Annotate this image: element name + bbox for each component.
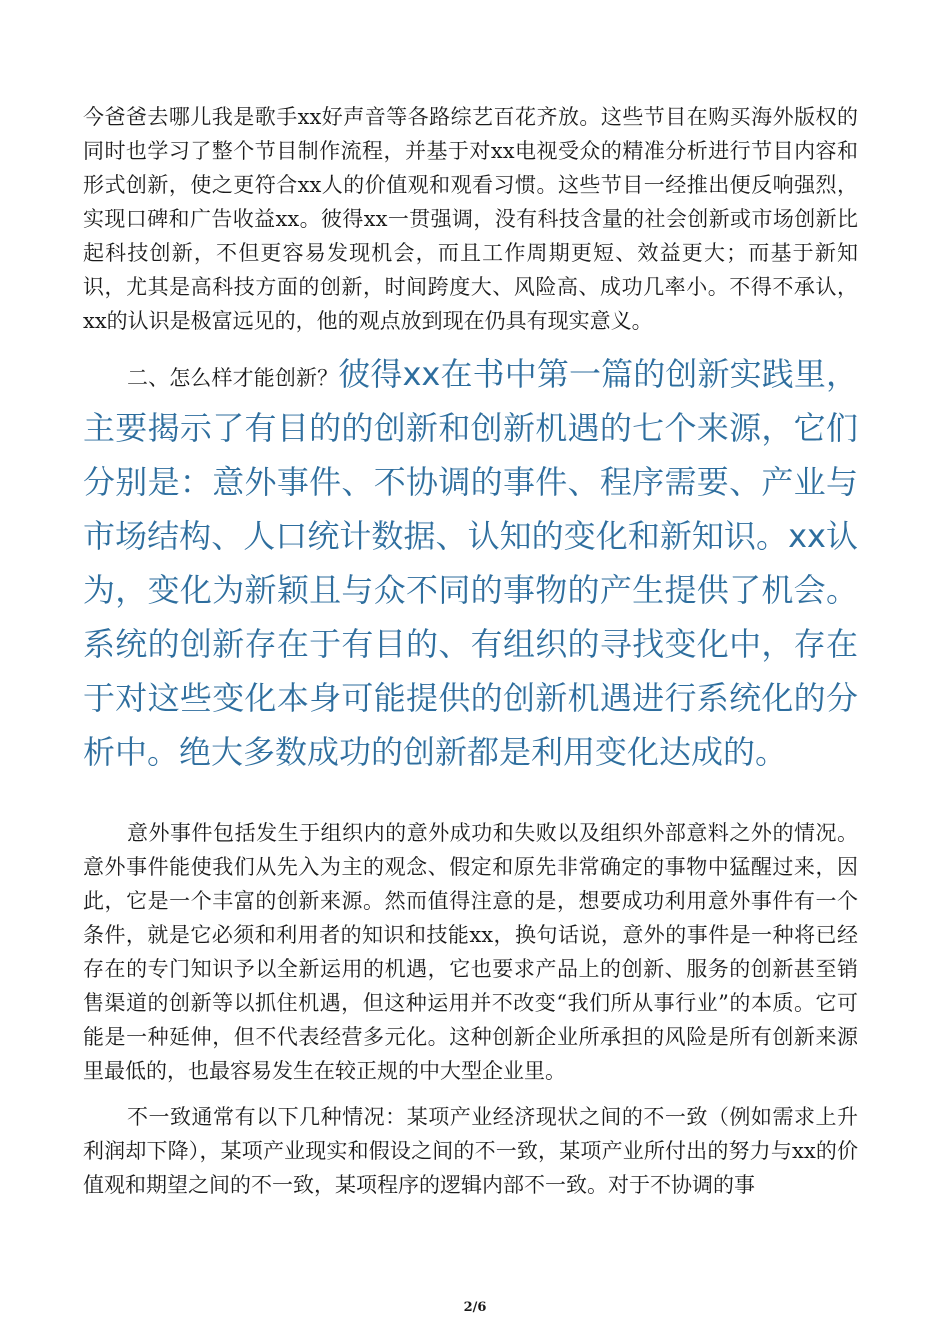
- paragraph-3: 意外事件包括发生于组织内的意外成功和失败以及组织外部意料之外的情况。意外事件能使我们从先入为主的观念、假定和原先非常确定的事物中猛醒过来，因此，它是一个丰富的创新来源。然而值得注意的是，想要成功利用意外事件有一个条件，就是它必须和利用者的知识和技能xx，换句话说，意外的事件是一种将已经存在的专门知识予以全新运用的机遇，它也要求产品上的创新、服务的创新甚至销售渠道的创新等以抓住机遇，但这种运用并不改变“我们所从事行业”的本质。它可能是一种延伸，但不代表经营多元化。这种创新企业所承担的风险是所有创新来源里最低的，也最容易发生在较正规的中大型企业里。: [83, 821, 858, 1083]
- section-heading: 二、怎么样才能创新？: [127, 366, 339, 390]
- paragraph-4: 不一致通常有以下几种情况：某项产业经济现状之间的不一致（例如需求上升利润却下降），某项产业现实和假设之间的不一致，某项产业所付出的努力与xx的价值观和期望之间的不一致，某项程序的逻辑内部不一致。对于不协调的事: [83, 1105, 858, 1197]
- page-number: 2/6: [463, 1300, 487, 1315]
- highlighted-text: 彼得xx在书中第一篇的创新实践里，主要揭示了有目的的创新和创新机遇的七个来源，它们分别是：意外事件、不协调的事件、程序需要、产业与市场结构、人口统计数据、认知的变化和新知识。xx认为，变化为新颖且与众不同的事物的产生提供了机会。系统的创新存在于有目的、有组织的寻找变化中，存在于对这些变化本身可能提供的创新机遇进行系统化的分析中。绝大多数成功的创新都是利用变化达成的。: [83, 355, 858, 771]
- paragraph-1: 今爸爸去哪儿我是歌手xx好声音等各路综艺百花齐放。这些节目在购买海外版权的同时也学习了整个节目制作流程，并基于对xx电视受众的精准分析进行节目内容和形式创新，使之更符合xx人的价值观和观看习惯。这些节目一经推出便反响强烈，实现口碑和广告收益xx。彼得xx一贯强调，没有科技含量的社会创新或市场创新比起科技创新，不但更容易发现机会，而且工作周期更短、效益更大；而基于新知识，尤其是高科技方面的创新，时间跨度大、风险高、成功几率小。不得不承认，xx的认识是极富远见的，他的观点放到现在仍具有现实意义。: [83, 105, 858, 333]
- document-page: [83, 100, 858, 1202]
- paragraph-2: [83, 350, 858, 782]
